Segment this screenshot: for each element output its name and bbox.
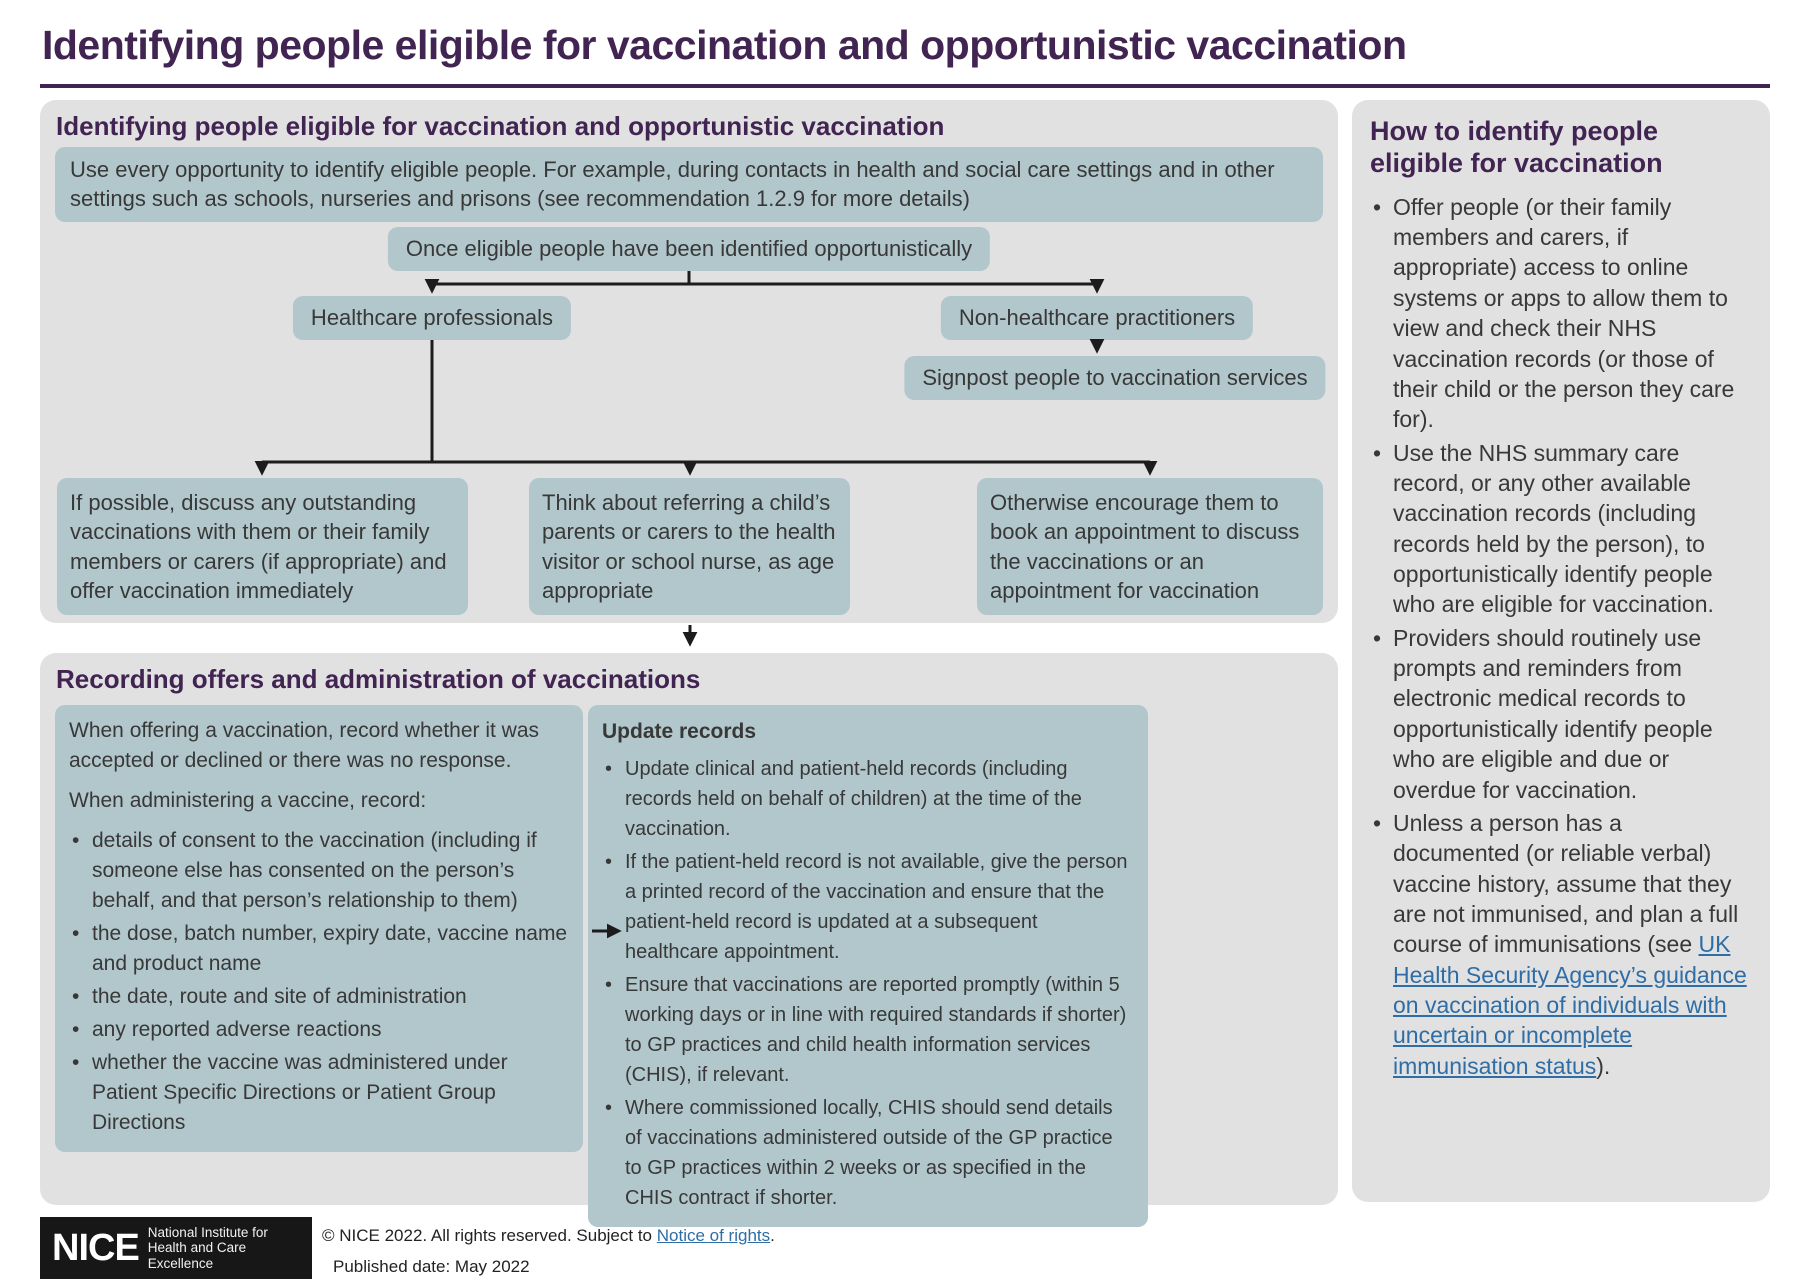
bullet-item: • details of consent to the vaccination (including if someone else has consented on the person’s behalf, and that person’s relationship to them)	[69, 826, 569, 916]
recording-panel-heading: Recording offers and administration of vaccinations	[56, 664, 701, 694]
flow-node-discuss-outstanding-vaccinations: If possible, discuss any outstanding vaccinations with them or their family members or carers (if appropriate) and offer vaccination immediately	[57, 478, 468, 615]
sidebar-bullet-list	[1370, 192, 1752, 1081]
nice-logo-subtext-line1: National Institute for	[147, 1225, 268, 1241]
update-records-box	[588, 705, 1148, 1227]
nice-logo-subtext-line2: Health and Care Excellence	[147, 1240, 247, 1271]
offer-record-para2: When administering a vaccine, record:	[69, 789, 427, 813]
flowchart-panel	[40, 100, 1338, 623]
sidebar-heading: How to identify people eligible for vaccination	[1370, 116, 1663, 178]
nice-logo-subtext	[148, 1225, 300, 1270]
update-records-heading: Update records	[602, 720, 757, 743]
flow-node-once-identified: Once eligible people have been identified opportunistically	[388, 227, 990, 271]
flow-node-signpost-to-services: Signpost people to vaccination services	[904, 356, 1325, 400]
published-date: Published date: May 2022	[333, 1257, 530, 1276]
bullet-item	[1370, 808, 1752, 1081]
offer-record-bullet-list	[69, 826, 569, 1138]
bullet-item: • any reported adverse reactions	[69, 1015, 569, 1045]
nice-logo	[40, 1217, 312, 1279]
bullet-item: • If the patient-held record is not available, give the person a printed record of the vaccination and ensure that the patient-held record is updated at a subsequent healthcare appointment.	[602, 847, 1134, 967]
offer-record-para1: When offering a vaccination, record whether it was accepted or declined or there was no response.	[69, 719, 540, 773]
title-divider	[40, 84, 1770, 88]
flowchart-panel-heading: Identifying people eligible for vaccination and opportunistic vaccination	[56, 111, 945, 141]
recording-panel	[40, 653, 1338, 1209]
nice-logo-text: NICE	[52, 1226, 139, 1269]
page-title: Identifying people eligible for vaccination and opportunistic vaccination	[42, 22, 1407, 68]
bullet-item: • Ensure that vaccinations are reported promptly (within 5 working days or in line with required standards if shorter) to GP practices and child health information services (CHIS), if relevant.	[602, 970, 1134, 1090]
update-records-bullet-list	[602, 754, 1134, 1213]
flow-node-encourage-booking: Otherwise encourage them to book an appointment to discuss the vaccinations or an appointment for vaccination	[977, 478, 1323, 615]
bullet-item: • Where commissioned locally, CHIS should send details of vaccinations administered outside of the GP practice to GP practices within 2 weeks or as specified in the CHIS contract if shorter.	[602, 1093, 1134, 1213]
flow-node-healthcare-professionals: Healthcare professionals	[293, 296, 571, 340]
offer-record-box	[55, 705, 583, 1152]
bullet-item: • the date, route and site of administration	[69, 982, 569, 1012]
copyright-post: .	[770, 1226, 775, 1245]
copyright-pre: © NICE 2022. All rights reserved. Subject to	[322, 1226, 657, 1245]
bullet-item: • the dose, batch number, expiry date, vaccine name and product name	[69, 919, 569, 979]
flow-to-recording-arrow	[676, 624, 704, 652]
copyright-text	[322, 1226, 775, 1246]
sidebar-last-bullet-pre: Unless a person has a documented (or reliable verbal) vaccine history, assume that they are not immunised, and plan a full course of immunisations (see	[1393, 809, 1739, 958]
notice-of-rights-link[interactable]: Notice of rights	[656, 1226, 771, 1245]
sidebar-last-bullet-post: ).	[1596, 1052, 1611, 1079]
flow-node-refer-child-parents: Think about referring a child’s parents or carers to the health visitor or school nurse, as age appropriate	[529, 478, 850, 615]
ukhsa-guidance-link[interactable]: UK Health Security Agency’s guidance on vaccination of individuals with uncertain or incomplete immunisation status	[1393, 931, 1747, 1079]
bullet-item: • Use the NHS summary care record, or any other available vaccination records (including records held by the person), to opportunistically identify people who are eligible for vaccination.	[1370, 438, 1752, 620]
bullet-item: • Offer people (or their family members and carers, if appropriate) access to online systems or apps to allow them to view and check their NHS vaccination records (or those of their child or the person they care for).	[1370, 192, 1752, 435]
flow-node-non-healthcare-practitioners: Non-healthcare practitioners	[941, 296, 1253, 340]
bullet-item: • whether the vaccine was administered under Patient Specific Directions or Patient Group Directions	[69, 1048, 569, 1138]
bullet-item: • Update clinical and patient-held records (including records held on behalf of children) at the time of the vaccination.	[602, 754, 1134, 844]
sidebar-panel	[1352, 100, 1770, 1202]
flow-node-use-every-opportunity: Use every opportunity to identify eligible people. For example, during contacts in health and social care settings and in other settings such as schools, nurseries and prisons (see recommendation 1.2.9 for more details)	[55, 147, 1323, 222]
bullet-item: • Providers should routinely use prompts and reminders from electronic medical records to opportunistically identify people who are eligible and due or overdue for vaccination.	[1370, 623, 1752, 805]
